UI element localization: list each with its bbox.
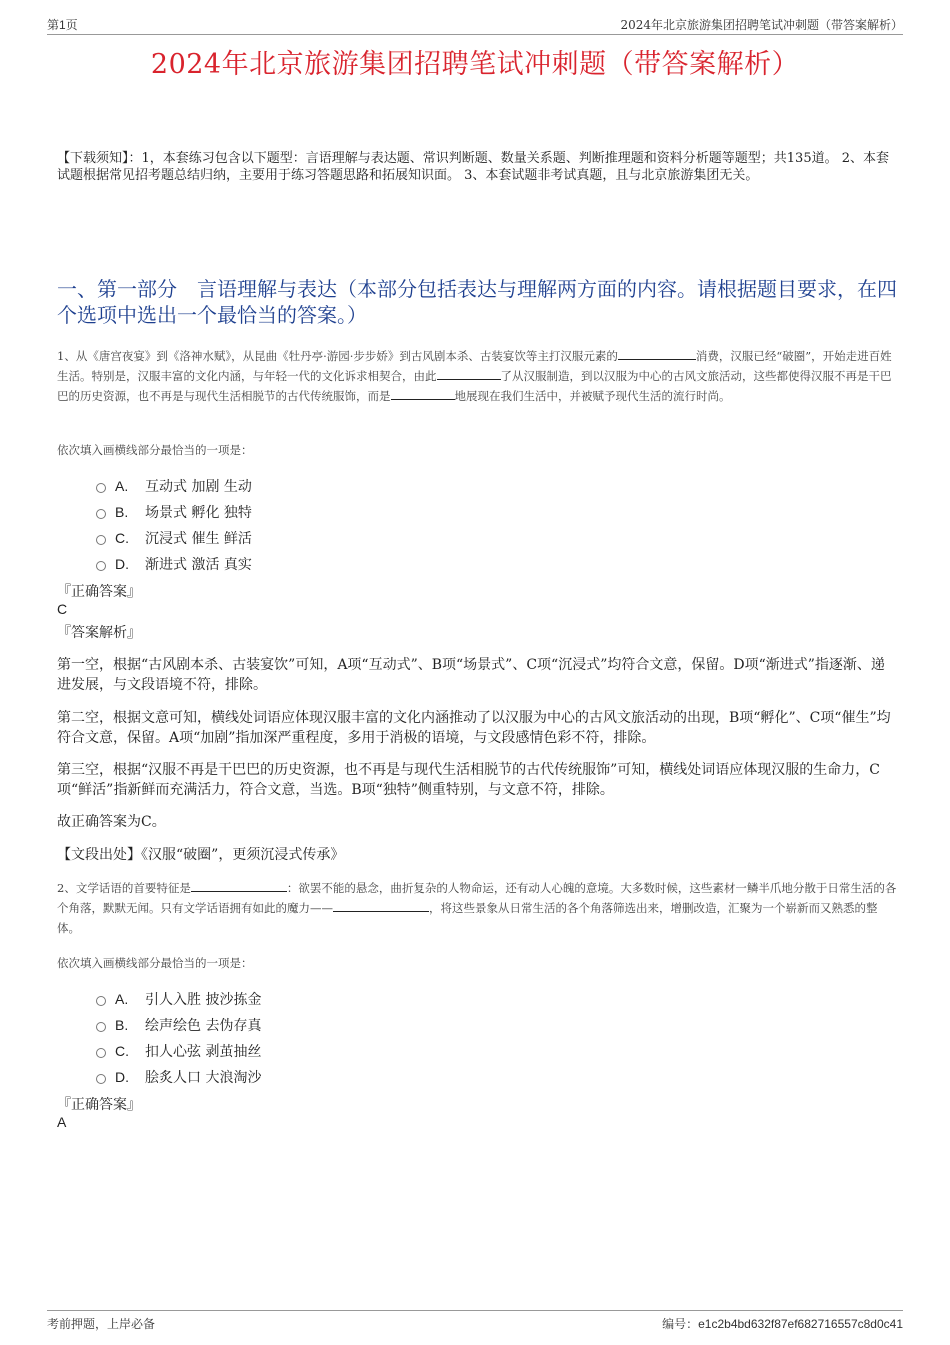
radio-icon[interactable] [96,1048,106,1058]
section-title: 一、第一部分 言语理解与表达（本部分包括表达与理解两方面的内容。请根据题目要求，在四个选项中选出一个最恰当的答案。） [57,277,897,327]
correct-answer: A [57,1114,67,1130]
document-title: 2024年北京旅游集团招聘笔试冲刺题（带答案解析） [150,49,800,80]
source-citation: 【文段出处】《汉服“破圈”，更须沉浸式传承》 [57,847,345,863]
fill-blank [333,900,429,912]
radio-icon[interactable] [96,996,106,1006]
option-b[interactable]: B. 绘声绘色 去伪存真 [96,1012,261,1038]
question-2-options [96,986,261,1090]
answer-label: 『正确答案』 [57,584,141,600]
option-c[interactable]: C. 扣人心弦 剥茧抽丝 [96,1038,261,1064]
correct-answer: C [57,601,68,617]
option-c[interactable]: C. 沉浸式 催生 鲜活 [96,525,252,551]
download-notice: 【下载须知】：1，本套练习包含以下题型：言语理解与表达题、常识判断题、数量关系题、判断推理题和资料分析题等题型；共135道。 2、本套试题根据常见招考题总结归纳，主要用于练习答题思路和拓展知识面。 3、本套试题非考试真题，且与北京旅游集团无关。 [57,151,889,183]
header-doc-title: 2024年北京旅游集团招聘笔试冲刺题（带答案解析） [620,18,903,32]
page-footer [47,1310,903,1333]
question-2-prompt: 依次填入画横线部分最恰当的一项是： [57,956,253,970]
question-1-prompt: 依次填入画横线部分最恰当的一项是： [57,443,253,457]
fill-blank [391,388,455,400]
question-2-text [57,878,897,938]
radio-icon[interactable] [96,1022,106,1032]
option-d[interactable]: D. 脍炙人口 大浪淘沙 [96,1064,261,1090]
footer-slogan: 考前押题，上岸必备 [47,1317,156,1331]
q2-text-part: 2、文学话语的首要特征是 [57,881,191,895]
radio-icon[interactable] [96,509,106,519]
analysis-paragraph: 第三空，根据“汉服不再是干巴巴的历史资源，也不再是与现代生活相脱节的古代传统服饰”可知，横线处词语应体现汉服的生命力，C项“鲜活”指新鲜而充满活力，符合文意，当选。B项“独特”侧重特别，与文意不符，排除。 [57,762,881,798]
answer-label: 『正确答案』 [57,1097,141,1113]
q2-text-part: ：欲罢不能的悬念，曲折复杂的人物命运，还有动人心魄的意境。大多数时候，这些素材一鳞半爪地分散于日常生活的各个角落，默默无闻。只有文学话语拥有如此的魔力—— [57,881,897,915]
q2-text-part: ，将这些景象从日常生活的各个角落筛选出来，增删改造，汇聚为一个崭新而又熟悉的整体。 [57,901,878,935]
page-number: 第1页 [47,18,78,32]
analysis-paragraph: 第二空，根据文意可知，横线处词语应体现汉服丰富的文化内涵推动了以汉服为中心的古风文旅活动的出现，B项“孵化”、C项“催生”均符合文意，保留。A项“加剧”指加深严重程度，多用于消极的语境，与文段感情色彩不符，排除。 [57,710,891,746]
option-a[interactable]: A. 引人入胜 披沙拣金 [96,986,261,1012]
radio-icon[interactable] [96,483,106,493]
radio-icon[interactable] [96,535,106,545]
analysis-conclusion: 故正确答案为C。 [57,814,166,830]
page-header [47,14,903,35]
question-1-options [96,473,252,577]
option-d[interactable]: D. 渐进式 激活 真实 [96,551,252,577]
q1-text-part: 了从汉服制造，到以汉服为中心的古风文旅活动，这些都使得汉服不再是干巴巴的历史资源，也不再是与现代生活相脱节的古代传统服饰，而是 [57,369,892,403]
radio-icon[interactable] [96,561,106,571]
fill-blank [437,368,501,380]
option-b[interactable]: B. 场景式 孵化 独特 [96,499,252,525]
q1-text-part: 地展现在我们生活中，并被赋予现代生活的流行时尚。 [454,389,731,403]
document-code: 编号：e1c2b4bd632f87ef682716557c8d0c41 [662,1317,903,1331]
q1-text-part: 1、从《唐宫夜宴》到《洛神水赋》，从昆曲《牡丹亭·游园·步步娇》到古风剧本杀、古装宴饮等主打汉服元素的 [57,349,618,363]
fill-blank [191,880,287,892]
question-1-text [57,346,897,406]
analysis-paragraph: 第一空，根据“古风剧本杀、古装宴饮”可知，A项“互动式”、B项“场景式”、C项“沉浸式”均符合文意，保留。D项“渐进式”指逐渐、递进发展，与文段语境不符，排除。 [57,657,885,693]
option-a[interactable]: A. 互动式 加剧 生动 [96,473,252,499]
fill-blank [618,348,696,360]
radio-icon[interactable] [96,1074,106,1084]
q1-text-part: 消费，汉服已经“破圈”，开始走进百姓生活。特别是，汉服丰富的文化内涵，与年轻一代的文化诉求相契合，由此 [57,349,892,383]
analysis-label: 『答案解析』 [57,625,141,641]
